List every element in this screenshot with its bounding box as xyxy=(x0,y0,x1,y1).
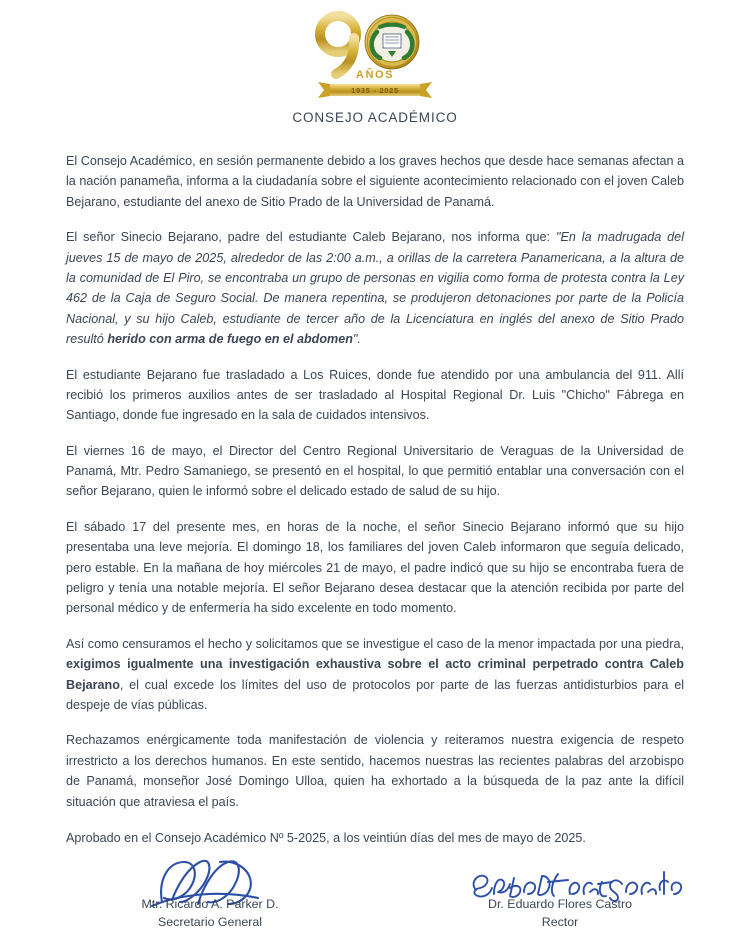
text-run-normal: , el cual excede los límites del uso de protocolos por parte de las fuerzas antidisturbios para el despeje de vías públicas. xyxy=(66,677,684,712)
year-ribbon xyxy=(318,82,432,98)
signature-secretario-general xyxy=(60,856,360,942)
numeral-nine xyxy=(320,16,356,74)
document-body xyxy=(0,151,750,848)
year-range-text: 1935 - 2025 xyxy=(351,86,399,95)
text-run-bold: exigimos igualmente una investigación exhaustiva sobre el acto criminal perpetrado contra Caleb Bejarano xyxy=(66,657,684,692)
paragraph-p3 xyxy=(66,365,684,426)
text-run-normal: El Consejo Académico, en sesión permanente debido a los graves hechos que desde hace semanas afectan a la nación panameña, informa a la ciudadanía sobre el siguiente acontecimiento relacionado con el joven Caleb Bejarano, estudiante del anexo de Sitio Prado de la Universidad de Panamá. xyxy=(66,154,684,209)
signature-block xyxy=(0,856,750,942)
paragraph-host xyxy=(66,151,684,812)
anniversary-word-text: AÑOS xyxy=(355,69,395,81)
text-run-bold-italic: herido con arma de fuego en el abdomen xyxy=(107,332,353,347)
text-run-normal: Rechazamos enérgicamente toda manifestación de violencia y reiteramos nuestra exigencia de respeto irrestricto a los derechos humanos. En este sentido, hacemos nuestras las recientes palabras del arzobispo de Panamá, monseñor José Domingo Ulloa, quien ha exhortado a la búsqueda de la paz ante la difícil situación que atraviesa el país. xyxy=(66,733,684,809)
text-run-normal: El viernes 16 de mayo, el Director del Centro Regional Universitario de Veraguas de la Universidad de Panamá, Mtr. Pedro Samaniego, se presentó en el hospital, lo que permitió entablar una conversación con el señor Bejarano, quien le informó sobre el delicado estado de salud de su hijo. xyxy=(66,443,684,499)
signature-name: Dr. Eduardo Flores Castro xyxy=(488,897,632,912)
paragraph-p2 xyxy=(66,227,684,349)
signature-rector xyxy=(410,856,710,942)
text-run-italic: ". xyxy=(352,332,361,347)
approval-statement: Aprobado en el Consejo Académico Nº 5-2025, a los veintiún días del mes de mayo de 2025. xyxy=(66,830,586,845)
paragraph-p7 xyxy=(66,730,684,812)
page-title: CONSEJO ACADÉMICO xyxy=(292,110,458,125)
paragraph-p4 xyxy=(66,441,684,502)
universidad-de-panama-seal xyxy=(365,15,419,69)
text-run-normal: El sábado 17 del presente mes, en horas de la noche, el señor Sinecio Bejarano informó que su hijo presentaba una leve mejoría. El domingo 18, los familiares del joven Caleb informaron que seguía delicado, pero estable. En la mañana de hoy miércoles 21 de mayo, el padre indicó que su hijo se encontraba fuera de peligro y tenía una notable mejoría. El señor Bejarano desea destacar que la atención recibida por parte del personal médico y de enfermería ha sido excelente en todo momento. xyxy=(66,519,684,616)
signature-role: Secretario General xyxy=(158,915,262,930)
text-run-normal: Así como censuramos el hecho y solicitamos que se investigue el caso de la menor impactada por una piedra, xyxy=(66,636,684,651)
text-run-italic: "En la madrugada del jueves 15 de mayo de 2025, alrededor de las 2:00 a.m., a orillas de la carretera Panamericana, a la altura de la comunidad de El Piro, se encontraba un grupo de personas en vigilia como forma de protesta contra la Ley 462 de la Caja de Seguro Social. De manera repentina, se produjeron detonaciones por parte de la Policía Nacional, y su hijo Caleb, estudiante de tercer año de la Licenciatura en inglés del anexo de Sitio Prado resultó xyxy=(66,230,684,347)
paragraph-p1 xyxy=(66,151,684,212)
anniversary-logo xyxy=(300,8,450,100)
logo-area xyxy=(0,0,750,100)
signature-role: Rector xyxy=(541,915,579,930)
signature-name: Mtr. Ricardo A. Parker D. xyxy=(141,897,279,912)
text-run-normal: El señor Sinecio Bejarano, padre del estudiante Caleb Bejarano, nos informa que: xyxy=(66,230,556,245)
paragraph-p5 xyxy=(66,517,684,619)
paragraph-p6 xyxy=(66,634,684,716)
text-run-normal: El estudiante Bejarano fue trasladado a Los Ruices, donde fue atendido por una ambulancia del 911. Allí recibió los primeros auxilios antes de ser trasladado al Hospital Regional Dr. Luis "Chicho" Fábrega en Santiago, donde fue ingresado en la sala de cuidados intensivos. xyxy=(66,367,684,423)
